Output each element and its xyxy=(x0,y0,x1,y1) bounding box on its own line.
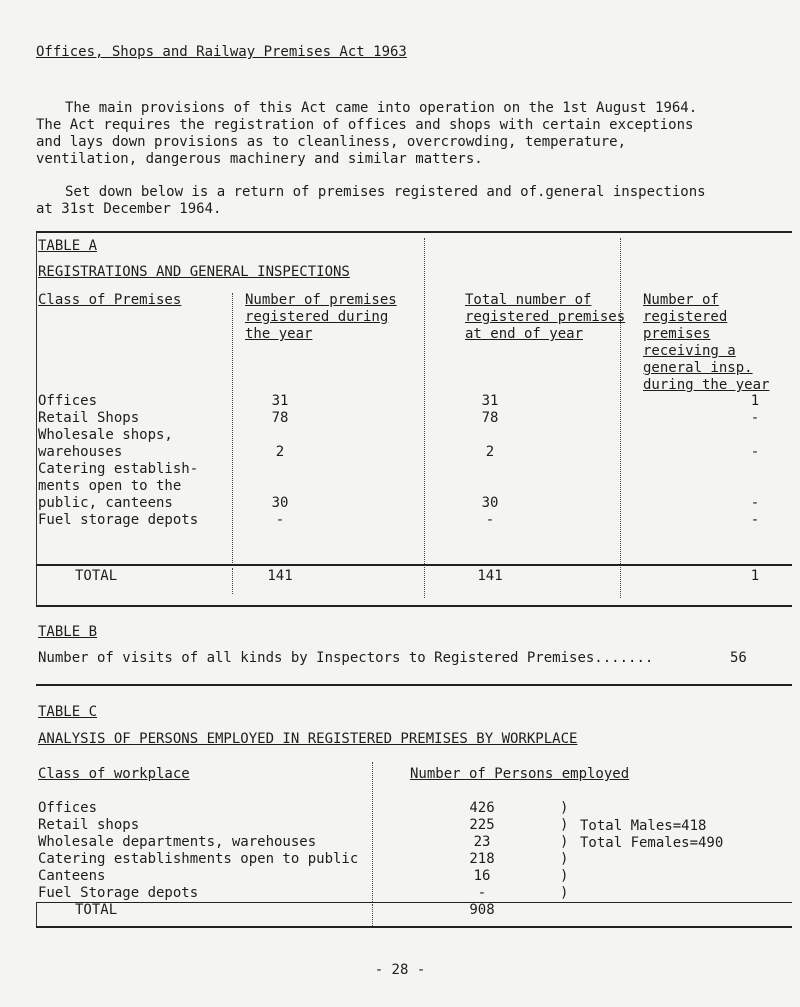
table-c-row-number: - xyxy=(477,885,487,901)
table-a-row-receiving: - xyxy=(750,444,760,460)
intro-paragraph xyxy=(65,100,697,117)
table-c-note-males: Total Males=418 xyxy=(580,818,707,834)
table-a-row-class: Retail Shops xyxy=(38,410,140,426)
table-c-row-class: Offices xyxy=(38,800,98,816)
table-a-row-class: public, canteens xyxy=(38,495,173,511)
table-c-header-class: Class of workplace xyxy=(38,766,190,782)
table-c-row-number: 218 xyxy=(469,851,495,867)
table-a-header-class: Class of Premises xyxy=(38,292,182,308)
table-c-row-class: Fuel Storage depots xyxy=(38,885,199,901)
table-c-subtitle: ANALYSIS OF PERSONS EMPLOYED IN REGISTERED PREMISES BY WORKPLACE xyxy=(38,731,578,747)
table-a-row-class: warehouses xyxy=(38,444,123,460)
setdown-line: Set down below is a return of premises registered and of.general inspections xyxy=(65,184,706,200)
table-c-row-number: 23 xyxy=(473,834,491,850)
table-c-note-females: Total Females=490 xyxy=(580,835,724,851)
table-a-row-registered: - xyxy=(275,512,285,528)
intro-line: The main provisions of this Act came into operation on the 1st August 1964. xyxy=(65,100,698,116)
table-a-row-receiving: - xyxy=(750,512,760,528)
setdown-line: at 31st December 1964. xyxy=(36,201,222,217)
table-a-row-class: Fuel storage depots xyxy=(38,512,199,528)
table-a-left-border xyxy=(36,231,37,607)
table-c-row-class: Catering establishments open to public xyxy=(38,851,359,867)
bracket: ) xyxy=(560,868,569,884)
bracket: ) xyxy=(560,800,569,816)
intro-line: and lays down provisions as to cleanliness, overcrowding, temperature, xyxy=(36,134,627,150)
table-c-row-class: Canteens xyxy=(38,868,106,884)
table-a-header-registered: Number of premises registered during the year xyxy=(245,292,397,342)
table-a-total-label: TOTAL xyxy=(75,568,118,584)
table-a-row-receiving: - xyxy=(750,410,760,426)
table-a-row-class: Catering establish- xyxy=(38,461,199,477)
table-a-header-receiving: Number of registered premises receiving a general insp. during the year xyxy=(643,292,770,393)
table-a-header-total: Total number of registered premises at end of year xyxy=(465,292,626,342)
table-c-row-number: 225 xyxy=(469,817,495,833)
bracket: ) xyxy=(560,817,569,833)
table-a-row-total: - xyxy=(485,512,495,528)
bracket: ) xyxy=(560,885,569,901)
table-a-subtitle: REGISTRATIONS AND GENERAL INSPECTIONS xyxy=(38,264,350,280)
table-a-label: TABLE A xyxy=(38,238,98,254)
table-a-row-class: Offices xyxy=(38,393,98,409)
table-b-value: 56 xyxy=(730,650,747,666)
page-heading: Offices, Shops and Railway Premises Act 1963 xyxy=(36,44,407,60)
table-c-total-value: 908 xyxy=(469,902,495,918)
table-c-label: TABLE C xyxy=(38,704,98,720)
table-c-total-label: TOTAL xyxy=(75,902,118,918)
table-c-row-number: 426 xyxy=(469,800,495,816)
page-number: - 28 - xyxy=(374,962,426,978)
table-c-header-number: Number of Persons employed xyxy=(410,766,630,782)
table-a-row-receiving: - xyxy=(750,495,760,511)
table-c-row-class: Wholesale departments, warehouses xyxy=(38,834,317,850)
table-a-row-total: 78 xyxy=(481,410,499,426)
table-b-label: TABLE B xyxy=(38,624,98,640)
table-a-row-registered: 30 xyxy=(271,495,289,511)
table-a-row-registered: 31 xyxy=(271,393,289,409)
table-a-total-total: 141 xyxy=(477,568,503,584)
intro-line: ventilation, dangerous machinery and similar matters. xyxy=(36,151,483,167)
table-a-row-class: ments open to the xyxy=(38,478,182,494)
table-c-row-number: 16 xyxy=(473,868,491,884)
intro-line: The Act requires the registration of offices and shops with certain exceptions xyxy=(36,117,694,133)
bracket: ) xyxy=(560,851,569,867)
table-a-row-total: 30 xyxy=(481,495,499,511)
table-a-row-total: 31 xyxy=(481,393,499,409)
table-a-row-registered: 2 xyxy=(275,444,285,460)
table-a-row-receiving: 1 xyxy=(750,393,760,409)
table-a-row-registered: 78 xyxy=(271,410,289,426)
bracket: ) xyxy=(560,834,569,850)
table-a-row-class: Wholesale shops, xyxy=(38,427,173,443)
table-a-total-receiving: 1 xyxy=(750,568,760,584)
table-a-total-registered: 141 xyxy=(267,568,293,584)
table-a-row-total: 2 xyxy=(485,444,495,460)
table-b-text: Number of visits of all kinds by Inspectors to Registered Premises....... xyxy=(38,650,654,666)
table-c-row-class: Retail shops xyxy=(38,817,140,833)
